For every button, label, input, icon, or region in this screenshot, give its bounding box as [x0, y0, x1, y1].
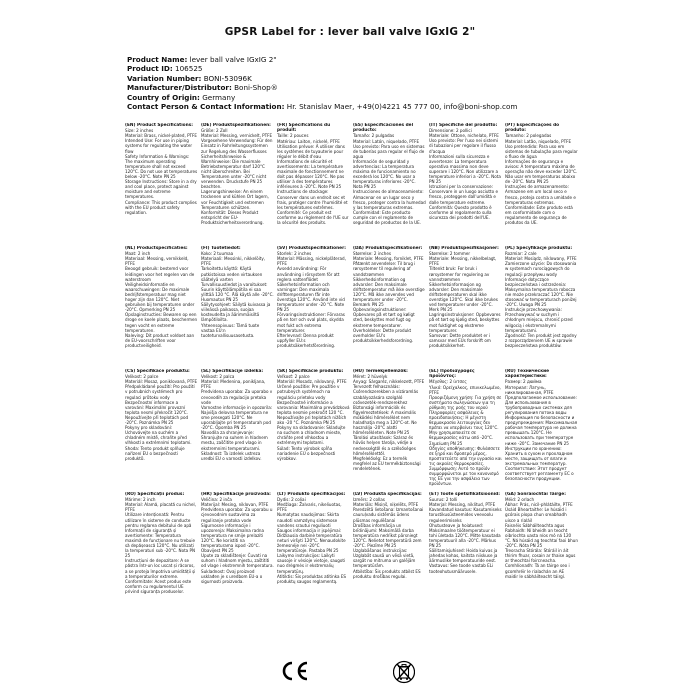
spec-section-cs [124, 369, 200, 492]
spec-heading: (ET) Toote spetsifikatsioonid: [429, 492, 500, 497]
spec-section-sl [200, 369, 276, 492]
spec-section-pl [504, 246, 580, 369]
spec-body: Størrelse: 2 tommer Materiale: Messing, nikkelbelagt, PTFE Tiltenkt bruk: For bruk i rørsystemer for regulering av vannstrømmen Sikkerhetsinformasjon og advarsler: Den maksimale driftstemperaturen skal ikke overstige 120°C. Skal ikke brukes ved temperaturer under -20°C. Merk PN 25 Lagringsinstruksjoner: Oppbevares på et tørt og kjølig sted, beskyttes mot fuktighet og ekstreme temperaturer. Samsvar: Dette produktet er i samsvar med EUs forskrift om produktsikkerhet. [429, 251, 501, 348]
info-country-of-origin: Country of Origin: Germany [127, 92, 236, 102]
spec-heading: (FR) Spécifications du produit: [277, 123, 331, 134]
spec-body: Dimensione: 2 pollici Materiale: Ottone, nichelato, PTFE Uso previsto: Per l'uso nei sistemi di tubazioni per regolare il flusso d'acqua Informazioni sulla sicurezza e avvertenze: La temperatura operativa massima non deve superare i 120°C. Non utilizzare a temperature inferiori a -20°C. Nota PN 25 Istruzioni per la conservazione: Conservare in un luogo asciutto e fresco, proteggere dall'umidità e dalle temperature estreme. Conformità: Questo prodotto è conforme al regolamento sulla sicurezza dei prodotti dell'UE. [429, 128, 501, 220]
spec-section-da [352, 246, 428, 369]
info-variation-number: Variation Number: BONI-53096K [127, 73, 252, 83]
spec-row [124, 123, 580, 246]
spec-body: Maat: 2 inch Materiaal: Messing, vernikkeld, PTFE Beoogd gebruik: bestemd voor leidingen voor het regelen van de waterstroom Veiligheidsinformatie en waarschuwingen: De maximale bedrijfstemperatuur mag niet hoger zijn dan 120°C. Niet gebruiken bij temperaturen onder -20°C. Opmerking PN 25 Opslaginstructies: Bewaren op een droge en koele plaats, beschermen tegen vocht en extreme temperaturen. Naleving: Dit product voldoet aan de EU-voorschriften voor productveiligheid. [125, 251, 198, 348]
spec-section-ro [124, 492, 200, 615]
spec-body: Suurus: 2 tolli Materjal: Messing, niklitud, PTFE Kavandatud kasutus: Kasutamiseks torustikusüsteemides veevoolu reguleerimiseks Ohutusteave ja hoiatused: Maksimaalne töötemperatuur ei tohi ületada 120°C. Mitte kasutada temperatuuril alla -20°C. Märkus PN 25 Säilitamisjuhised: Hoida kuivas ja jahedas kohas, kaitsta niiskuse ja äärmuslike temperatuuride eest. Vastavus: See toode vastab ELi tooteohutusmäärusele. [429, 497, 502, 574]
spec-body: Méret: 2 hüvelyk Anyag: Sárgaréz, nikkelezett, PTFE Tervezett felhasználás: Csőrendszerekben a vízáramlás szabályozására szolgáló csővezeték-rendszerekhez Biztonsági információk és figyelmeztetések: A maximális működési hőmérséklet nem haladhatja meg a 120°C-ot. Ne használja -20°C alatti hőmérsékleten. Note PN 25 Tárolási utasítások: Száraz és hűvös helyen tárolja, védje a nedvességtől és a szélsőséges hőmérséklettől. Megfelelőség: Ez a termék megfelel az EU termékbiztonsági rendeletének. [353, 374, 425, 471]
spec-heading: (IT) Specifiche del prodotto: [429, 123, 498, 128]
spec-row [124, 246, 580, 369]
spec-section-de [200, 123, 276, 246]
spec-heading: (EL) Προδιαγραφές προϊόντος: [429, 369, 475, 380]
info-contact: Contact Person & Contact Information: Hr. Stanislav Maer, +49(0)4221 45 777 00, info@boni-shop.com [127, 102, 518, 112]
spec-section-nl [124, 246, 200, 369]
spec-section-lt [276, 492, 352, 615]
spec-heading: (GA) Sonraíochtaí Táirge: [505, 492, 566, 497]
spec-heading: (NB) Produktspesifikasjoner: [429, 246, 499, 251]
spec-section-hu [352, 369, 428, 492]
spec-heading: (PT) Especificações do produto: [505, 123, 560, 134]
spec-body: Veľkosť: 2 palce Materiál: Mosadz, niklovaný, PTFE Určené použitie: Pre použitie v potrubných systémoch na reguláciu prietoku vody Bezpečnostné informácie a varovania: Maximálna prevádzková teplota nesmie prekročiť 120 °C. Nepoužívajte pri teplotách nižších ako -20 °C. Poznámka PN 25 Pokyny na skladovanie: Skladujte na suchom a chladnom mieste, chráňte pred vlhkosťou a extrémnymi teplotami. Súlad: Tento výrobok spĺňa nariadenie EÚ o bezpečnosti výrobkov. [277, 374, 350, 461]
spec-body: Storlek: 2 inches Material: Mässing, nickelpläterad, PTFE Avsedd användning: För användning i rörsystem för att reglera vattenflödet Säkerhetsinformation och varningar: Den maximala drifttemperaturen får inte överstiga 120°C. Använd inte vid temperaturer under -20 °C. Note PN 25 Förvaringsinstruktioner: Förvaras på en torr och sval plats, skydda mot fukt och extrema temperaturer. Efterlevnad: Denna produkt uppfyller EU:s produktsäkerhetsförordning. [277, 251, 346, 348]
info-manufacturer: Manufacturer/Distributor: Boni-Shop® [127, 83, 278, 93]
spec-section-fr [276, 123, 352, 246]
spec-body: Koko: 2 tuumaa Materiaali: Messinki, nikkelöity, PTFE Tarkoitettu käyttö: Käytä putkistoissa veden virtauksen säätelyä varten Turvallisuustiedot ja varoitukset: Suurin käyttölämpötila ei saa ylittää 120 °C. Älä käytä alle -20°C. Huomautus PN 25 Säilytysohjeet: Säilytä kuivassa ja viileässä paikassa, suojaa kosteudelta ja äärimmäisiltä lämpötiloilta. Yhteensopivuus: Tämä tuote vastaa EU:n tuoteturvallisuusasetusta. [201, 251, 274, 338]
spec-body: Größe: 2 Zoll Material: Messing, vernickelt, PTFE Vorgesehene Verwendung: Für den Einsatz in Rohrleitungssystemen zur Regelung des Wasserflusses Sicherheitshinweise & Warnhinweise: Die maximale Betriebstemperatur darf 120°C nicht überschreiten. Bei Temperaturen unter -20°C nicht verwenden. Druckstufe PN 25 beachten. Lagerungshinweise: An einem trockenen und kühlen Ort lagern, vor Feuchtigkeit und extremen Temperaturen schützen. Konformität: Dieses Produkt entspricht der EU-Produktsicherheitsverordnung. [201, 128, 273, 225]
spec-heading: (NL) Productspecificaties: [125, 246, 188, 251]
spec-section-sk [276, 369, 352, 492]
spec-heading: (DA) Produktspecifikationer: [353, 246, 423, 251]
spec-heading: (SV) Produktspecifikationer: [277, 246, 346, 251]
spec-heading: (DE) Produktspezifikationen: [201, 123, 271, 128]
spec-heading: (HR) Specifikacije proizvoda: [201, 492, 271, 497]
spec-body: Rozmiar: 2 cale Materiał: Mosiądz, niklowany, PTFE Zamierzone użycie: Do stosowania w systemach rurociągowych do regulacji przepływu wody Informacje dotyczące bezpieczeństwa i ostrzeżenia: Maksymalna temperatura robocza nie może przekraczać 120°C. Nie stosować w temperaturach poniżej -20°C. Uwaga PN 25 Instrukcje przechowywania: Przechowywać w suchym i chłodnym miejscu, chronić przed wilgocią i ekstremalnymi temperaturami. Zgodność: Ten produkt jest zgodny z rozporządzeniem UE w sprawie bezpieczeństwa produktów. [505, 251, 577, 348]
spec-heading: (HU) Termékjellemzők: [353, 369, 408, 374]
spec-section-sv [276, 246, 352, 369]
spec-section-ru [504, 369, 580, 492]
spec-body: Tamaño: 2 pulgadas Material: Latón, niquelado, PTFE Uso previsto: Para uso en sistemas de tuberías para regular el flujo de agua Información de seguridad y advertencias: La temperatura máxima de funcionamiento no excederá los 120°C. No usar a temperaturas inferiores -20°C. Nota PN 25 Instrucciones de almacenamiento: Almacenar en un lugar seco y fresco, proteger contra la humedad y las temperaturas extremas. Conformidad: Este producto cumple con el reglamento de seguridad de productos de la UE. [353, 133, 426, 225]
ce-mark-icon [280, 660, 310, 682]
spec-section-et [428, 492, 504, 615]
spec-row [124, 369, 580, 492]
spec-body: Dydis: 2 coliai Medžiaga: Žalvaris, nikeliuotas, PTFE Numatytas naudojimas: Skirta naudoti vamzdynų sistemose vandens srautui reguliuoti Saugos informacija ir įspėjimai: Didžiausia darbinė temperatūra neturi viršyti 120°C. Nenaudokite žemesnėje nei -20°C temperatūroje. Pastaba PN 25 Laikymo instrukcijos: Laikyti sausoje ir vėsioje vietoje, saugoti nuo drėgmės ir ekstremalių temperatūrų. Atitiktis: Šis produktas atitinka ES produktų saugos reglamentą. [277, 497, 346, 584]
spec-section-en [124, 123, 200, 246]
spec-section-el [428, 369, 504, 492]
label-title: GPSR Label for : lever ball valve IGxIG 2" [224, 26, 476, 38]
spec-heading: (LT) Produkto specifikacijos: [277, 492, 346, 497]
product-info [127, 55, 647, 111]
spec-heading: (RU) Технические характеристики: [505, 369, 550, 380]
spec-body: Méid: 2 orlach Ábhar: Prás, nicil-phlátáilte, PTFE Úsáid Bheartaithe: Le húsáid i gcórais píopa chun sreabhadh uisce a rialáil Faisnéis Sábháilteachta agus Rabhaidh: Ní bheidh an teocht oibríochta uasta níos mó ná 120 °C. Ná húsáid ag teochtaí faoi bhun -20°C. Nóta PN 25 Treoracha Stórála: Stóráil in áit thirim fhuar, cosain ar thaise agus ar theochtaí foircneacha. Comhlíonadh: Tá an táirge seo i gcomhréir le rialachán an AE maidir le sábháilteacht táirgí. [505, 497, 578, 579]
spec-heading: (RO) Specificații produs: [125, 492, 185, 497]
spec-section-lv [352, 492, 428, 615]
spec-body: Velikost: 2 palca Material: Medenina, ponikljana, PTFE Predvidena uporaba: Za uporabo v cevovodih za regulacijo pretoka vode Varnostne informacije in opozorila: Najvišja delovna temperatura ne sme presegati 120°C. Ne uporabljajte pri temperaturah pod -20°C. Opomba PN 25 Navodila za shranjevanje: Shranjujte na suhem in hladnem mestu, zaščitite pred vlago in ekstremnimi temperaturami. Skladnost: Ta izdelek ustreza uredbi EU o varnosti izdelkov. [201, 374, 273, 461]
spec-section-fi [200, 246, 276, 369]
spec-heading: (EN) Product Specifications: [125, 123, 193, 128]
spec-heading: (CS) Specifikace produktu: [125, 369, 190, 374]
spec-body: Tamanho: 2 polegadas Material: Latão, niquelado, PTFE Uso pretendido: Para uso em sistemas de tubulação para regular o fluxo de água Informações de segurança e avisos: A temperatura máxima de operação não deve exceder 120°C. Não usar em temperaturas abaixo de -20°C. Nota PN 25 Instruções de armazenamento: Armazene em um local seco e fresco, proteja contra a umidade e temperaturas extremas. Conformidade: Este produto está em conformidade com o regulamento de segurança de produtos da UE. [505, 133, 578, 225]
spec-body: Size: 2 inches Material: Brass, nickel-plated, PTFE Intended Use: For use in piping systems for regulating the water flow Safety Information & Warnings: The maximum operating temperature shall not exceed 120°C. Do not use at temperatures below -20°C. Note PN 25 Storage Instructions: Store in a dry and cool place, protect against moisture and extreme temperatures. Compliance: This product complies with the EU product safety regulation. [125, 128, 198, 215]
spec-body: Izmērs: 2 collas Materiāls: Misiņš, niķelēts, PTFE Paredzētā lietošana: Izmantošanai cauruļvadu sistēmās ūdens plūsmas regulēšanai Drošības informācija un brīdinājumi: Maksimālā darba temperatūra nedrīkst pārsniegt 120°C. Nelietot temperatūrā zem -20°C. Piezīme PN 25 Uzglabāšanas instrukcijas: Uzglabāt sausā un vēsā vietā, sargāt no mitruma un galējām temperatūrām. Atbilstība: Šis produkts atbilst ES produktu drošības regulai. [353, 497, 424, 579]
spec-body: Taille: 2 pouces Matériau: Laiton, nickelé, PTFE Utilisation prévue: À utiliser dans les systèmes de tuyauterie pour réguler le débit d'eau Informations de sécurité et avertissements: La température maximale de fonctionnement ne doit pas dépasser 120°C. Ne pas utiliser à des températures inférieures à -20°C. Note PN 25 Instructions de stockage: Conserver dans un endroit sec et frais, protéger contre l'humidité et les températures extrêmes. Conformité: Ce produit est conforme au règlement de l'UE sur la sécurité des produits. [277, 133, 349, 225]
spec-body: Størrelse: 2 inches Materiale: Messing, forniklet, PTFE Påtænkt anvendelse: Til brug i rørsystemer til regulering af vandstrømmen Sikkerhedsinformation og advarsler: Den maksimale driftstemperatur må ikke overstige 120°C. Må ikke anvendes ved temperaturer under -20°C. Bemærk PN 25 Opbevaringsinstruktioner: Opbevares på et tørt og køligt sted, beskyttes mod fugt og ekstreme temperaturer. Overholdelse: Dette produkt overholder EU's produktsikkerhedsforordning. [353, 251, 425, 343]
spec-section-pt [504, 123, 580, 246]
spec-body: Mărime: 2 inch Material: Alamă, placată cu nichel, PTFE Utilizare intenționată: Pentru utilizare în sisteme de conducte pentru reglarea debitului de apă Informații de siguranță și avertismente: Temperatura maximă de funcționare nu trebuie să depășească 120°C. Nu utilizați la temperaturi sub -20°C. Nota PN 25 Instrucțiuni de depozitare: A se păstra într-un loc uscat și răcoros, a se proteja împotriva umidității și a temperaturilor extreme. Conformitate: Acest produs este conform cu regulamentul UE privind siguranța produselor. [125, 497, 196, 594]
info-product-id: Product ID: 106525 [127, 64, 203, 74]
crossed-bin-icon [393, 660, 415, 684]
spec-heading: (FI) Tuotetiedot: [201, 246, 241, 251]
spec-heading: (PL) Specyfikacje produktu: [505, 246, 573, 251]
spec-section-it [428, 123, 504, 246]
spec-section-ga [504, 492, 580, 615]
spec-section-es [352, 123, 428, 246]
spec-section-nb [428, 246, 504, 369]
spec-heading: (LV) Produkta specifikācijas: [353, 492, 422, 497]
spec-heading: (SL) Specifikacije izdelka: [201, 369, 264, 374]
spec-body: Μέγεθος: 2 ίντσες Υλικό: Ορείχαλκος, επινικελωμένο, PTFE Προοριζόμενη χρήση: Για χρήση σε συστήματα σωληνώσεων για τη ρύθμιση της ροής του νερού Πληροφορίες ασφάλειας & προειδοποιήσεις: Η μέγιστη θερμοκρασία λειτουργίας δεν πρέπει να υπερβαίνει τους 120°C. Μην χρησιμοποιείτε σε θερμοκρασίες κάτω από -20°C. Σημείωση PN 25 Οδηγίες αποθήκευσης: Φυλάσσετε σε ξηρό και δροσερό μέρος, προστατεύετε από την υγρασία και τις ακραίες θερμοκρασίες. Συμμόρφωση: Αυτό το προϊόν συμμορφώνεται με τον κανονισμό της ΕΕ για την ασφάλεια των προϊόντων. [429, 379, 502, 487]
info-product-name: Product Name: lever ball valve IGxIG 2" [127, 55, 277, 64]
spec-heading: (ES) Especificaciones del producto: [353, 123, 414, 134]
spec-section-hr [200, 492, 276, 615]
spec-body: Veličina: 2 inča Materijal: Mesing, niklovan, PTFE Predviđena uporaba: Za uporabu u cjevovodnim sustavima za reguliranje protoka vode Sigurnosne informacije i upozorenja: Maksimalna radna temperatura ne smije prelaziti 120°C. Ne koristiti na temperaturama ispod -20°C. Obavijest PN 25 Upute za skladištenje: Čuvati na suhom i hladnom mjestu, zaštititi od vlage i ekstremnih temperatura. Sukladnost: Ovaj proizvod usklađen je s uredbom EU-a o sigurnosti proizvoda. [201, 497, 274, 584]
spec-row [124, 492, 580, 615]
spec-body: Размер: 2 дюйма Материал: Латунь, никелированная, PTFE Предполагаемое использование: Для использования в трубопроводных системах для регулирования потока воды Информация по безопасности и предупреждения: Максимальная рабочая температура не должна превышать 120°C. Не использовать при температуре ниже -20°C. Замечание PN 25 Инструкции по хранению: Хранить в сухом и прохладном месте, защищать от влаги и экстремальных температур. Соответствие: Этот продукт соответствует регламенту ЕС о безопасности продукции. [505, 379, 578, 482]
spec-body: Velikost: 2 palce Materiál: Mosaz, poniklovaná, PTFE Předpokládané použití: Pro použití v potrubních systémech pro regulaci průtoku vody Bezpečnostní informace a varování: Maximální provozní teplota nesmí překročit 120°C. Nepoužívejte při teplotách pod -20°C. Poznámka PN 25 Pokyny pro skladování: Uchovávejte na suchém a chladném místě, chraňte před vlhkostí a extrémními teplotami. Shoda: Tento produkt splňuje nařízení EU o bezpečnosti produktů. [125, 374, 198, 461]
spec-grid [124, 123, 580, 615]
compliance-marks [0, 660, 700, 684]
spec-heading: (SK) Špecifikácie produktu: [277, 369, 344, 374]
